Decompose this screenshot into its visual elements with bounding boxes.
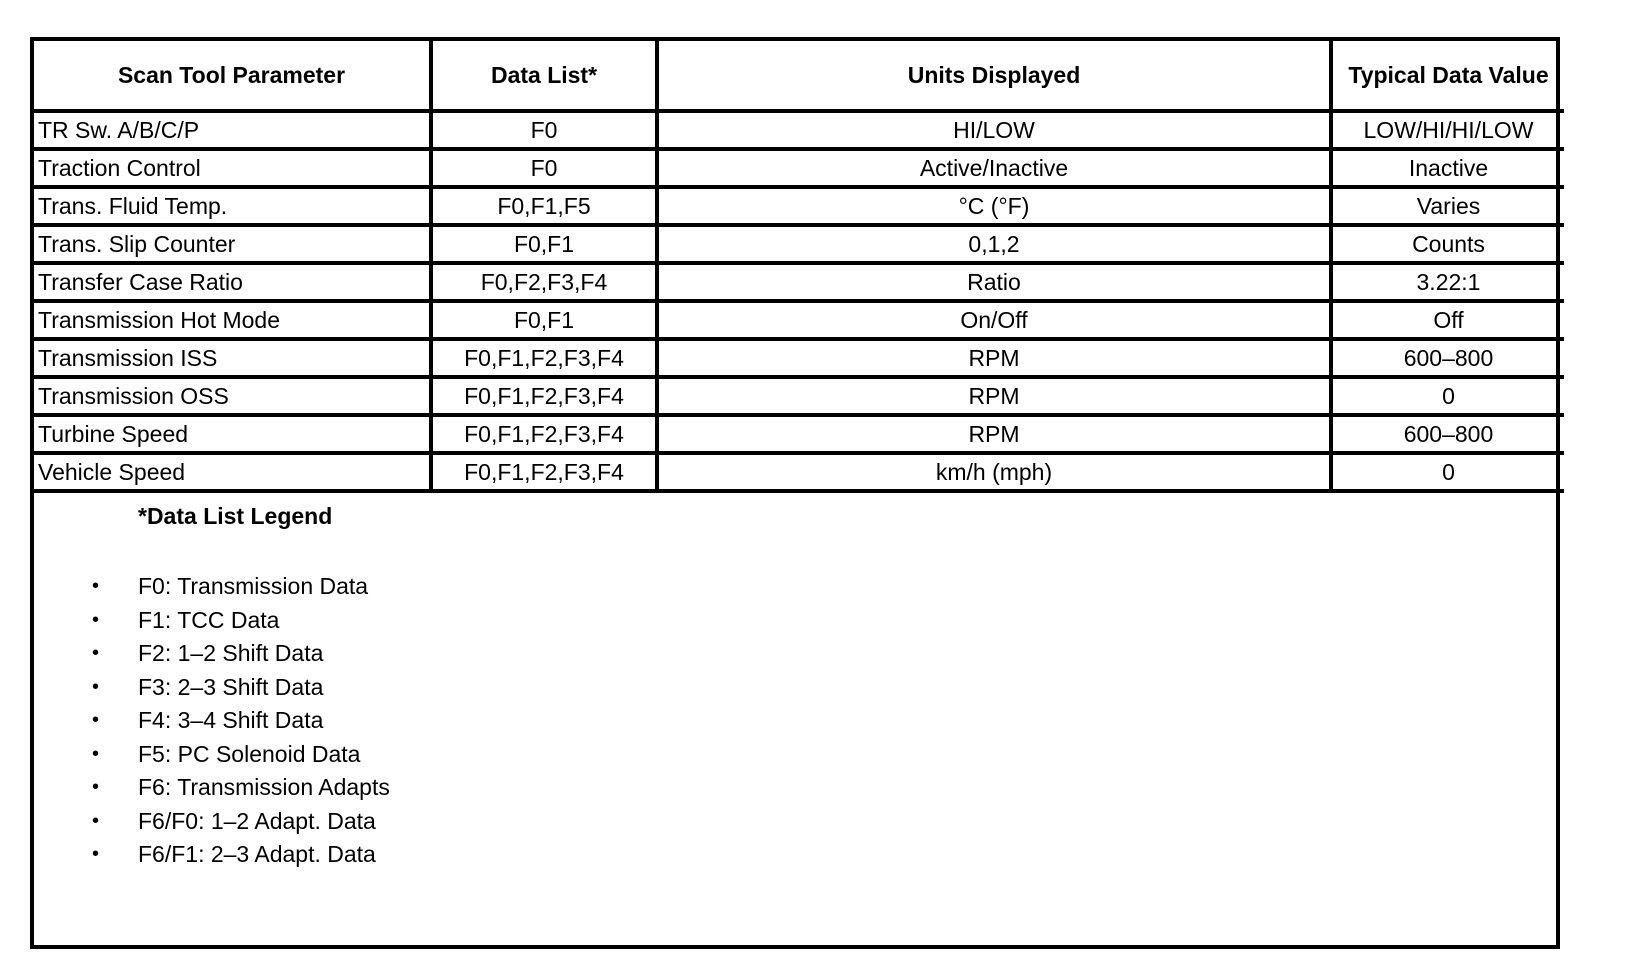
cell-typical-value: Counts — [1331, 225, 1564, 263]
cell-units-displayed: km/h (mph) — [657, 453, 1331, 491]
cell-data-list: F0,F1,F2,F3,F4 — [431, 415, 657, 453]
cell-parameter: Transmission ISS — [34, 339, 431, 377]
header-scan-tool-parameter: Scan Tool Parameter — [34, 41, 431, 111]
cell-typical-value: Inactive — [1331, 149, 1564, 187]
cell-parameter: Turbine Speed — [34, 415, 431, 453]
cell-units-displayed: Ratio — [657, 263, 1331, 301]
bullet-icon: • — [92, 776, 100, 798]
table-row — [34, 339, 1564, 377]
bullet-icon: • — [92, 642, 100, 664]
legend-item-text: F6: Transmission Adapts — [138, 774, 390, 800]
table-header-row — [34, 41, 1564, 111]
legend-item-text: F0: Transmission Data — [138, 573, 369, 599]
cell-units-displayed: On/Off — [657, 301, 1331, 339]
cell-units-displayed: RPM — [657, 339, 1331, 377]
cell-units-displayed: RPM — [657, 415, 1331, 453]
table-row — [34, 225, 1564, 263]
cell-data-list: F0,F1,F5 — [431, 187, 657, 225]
cell-units-displayed: RPM — [657, 377, 1331, 415]
legend-item-text: F6/F0: 1–2 Adapt. Data — [138, 807, 376, 834]
header-units-displayed: Units Displayed — [657, 41, 1331, 111]
bullet-icon: • — [92, 809, 100, 832]
table-row — [34, 415, 1564, 453]
cell-data-list: F0 — [431, 111, 657, 149]
cell-typical-value: 0 — [1331, 377, 1564, 415]
legend-item-text: F1: TCC Data — [138, 606, 280, 633]
legend-item — [34, 570, 1556, 604]
bullet-icon: • — [92, 608, 100, 631]
legend-item — [34, 805, 1556, 839]
cell-units-displayed: °C (°F) — [657, 187, 1331, 225]
cell-data-list: F0,F1 — [431, 225, 657, 263]
table-row — [34, 377, 1564, 415]
legend-item — [34, 671, 1556, 705]
table-row — [34, 301, 1564, 339]
scan-tool-data-table — [34, 41, 1564, 493]
cell-typical-value: 3.22:1 — [1331, 263, 1564, 301]
cell-typical-value: Varies — [1331, 187, 1564, 225]
cell-typical-value: 600–800 — [1331, 415, 1564, 453]
table-row — [34, 187, 1564, 225]
legend-list — [34, 570, 1556, 872]
table-row — [34, 111, 1564, 149]
cell-data-list: F0,F1,F2,F3,F4 — [431, 339, 657, 377]
bullet-icon: • — [92, 675, 100, 698]
legend-item — [34, 738, 1556, 772]
legend-title: *Data List Legend — [138, 503, 333, 529]
data-list-legend — [34, 493, 1556, 872]
cell-parameter: Traction Control — [34, 149, 431, 187]
cell-data-list: F0,F1,F2,F3,F4 — [431, 377, 657, 415]
cell-parameter: Trans. Slip Counter — [34, 225, 431, 263]
bullet-icon: • — [92, 742, 100, 765]
legend-item-text: F2: 1–2 Shift Data — [138, 640, 324, 666]
cell-units-displayed: Active/Inactive — [657, 149, 1331, 187]
legend-item — [34, 771, 1556, 805]
cell-typical-value: Off — [1331, 301, 1564, 339]
bullet-icon: • — [92, 709, 100, 731]
table-row — [34, 263, 1564, 301]
legend-item — [34, 704, 1556, 738]
legend-item-text: F5: PC Solenoid Data — [138, 740, 361, 767]
cell-typical-value: 0 — [1331, 453, 1564, 491]
cell-parameter: Transfer Case Ratio — [34, 263, 431, 301]
legend-item — [34, 637, 1556, 671]
table-row — [34, 149, 1564, 187]
legend-item-text: F4: 3–4 Shift Data — [138, 707, 324, 733]
cell-units-displayed: HI/LOW — [657, 111, 1331, 149]
bullet-icon: • — [92, 575, 100, 597]
cell-data-list: F0,F1 — [431, 301, 657, 339]
document-frame — [30, 37, 1560, 949]
table-body — [34, 111, 1564, 491]
legend-item-text: F6/F1: 2–3 Adapt. Data — [138, 841, 376, 867]
header-data-list: Data List* — [431, 41, 657, 111]
legend-item — [34, 604, 1556, 638]
cell-parameter: Trans. Fluid Temp. — [34, 187, 431, 225]
cell-typical-value: LOW/HI/HI/LOW — [1331, 111, 1564, 149]
cell-parameter: Transmission Hot Mode — [34, 301, 431, 339]
bullet-icon: • — [92, 843, 100, 865]
cell-units-displayed: 0,1,2 — [657, 225, 1331, 263]
cell-typical-value: 600–800 — [1331, 339, 1564, 377]
legend-item — [34, 838, 1556, 872]
cell-parameter: TR Sw. A/B/C/P — [34, 111, 431, 149]
table-row — [34, 453, 1564, 491]
cell-data-list: F0 — [431, 149, 657, 187]
cell-parameter: Vehicle Speed — [34, 453, 431, 491]
cell-data-list: F0,F1,F2,F3,F4 — [431, 453, 657, 491]
legend-item-text: F3: 2–3 Shift Data — [138, 673, 324, 700]
header-typical-data-value: Typical Data Value — [1331, 41, 1564, 111]
cell-parameter: Transmission OSS — [34, 377, 431, 415]
cell-data-list: F0,F2,F3,F4 — [431, 263, 657, 301]
